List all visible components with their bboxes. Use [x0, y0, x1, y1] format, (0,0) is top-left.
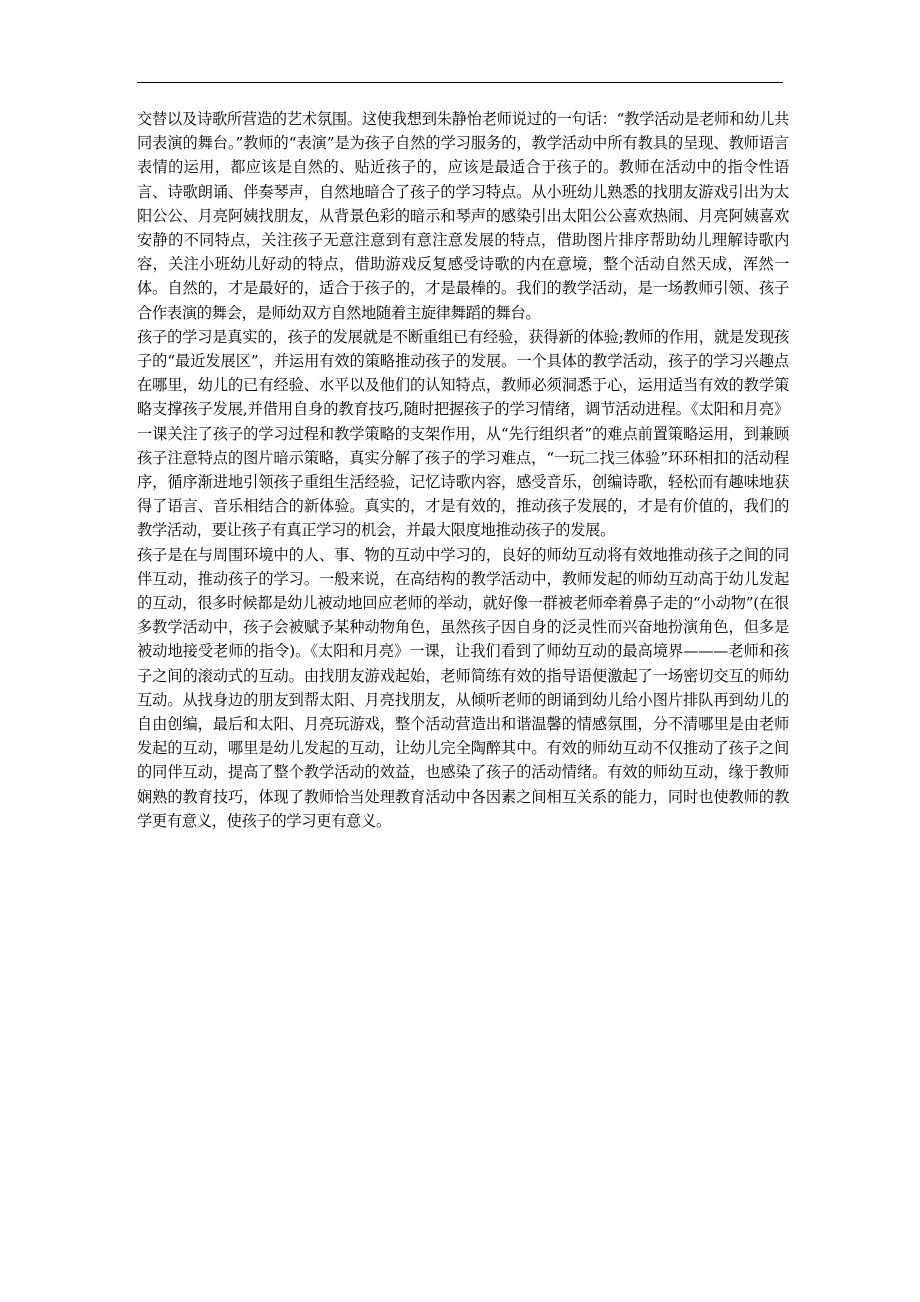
header-rule [137, 82, 783, 83]
paragraph-1: 交替以及诗歌所营造的艺术氛围。这使我想到朱静怡老师说过的一句话：“教学活动是老师和幼儿共同表演的舞台。”教师的“表演”是为孩子自然的学习服务的，教学活动中所有教具的呈现、教师语言表情的运用，都应该是自然的、贴近孩子的，应该是最适合于孩子的。教师在活动中的指令性语言、诗歌朗诵、伴奏琴声，自然地暗合了孩子的学习特点。从小班幼儿熟悉的找朋友游戏引出为太阳公公、月亮阿姨找朋友，从背景色彩的暗示和琴声的感染引出太阳公公喜欢热闹、月亮阿姨喜欢安静的不同特点，关注孩子无意注意到有意注意发展的特点，借助图片排序帮助幼儿理解诗歌内容，关注小班幼儿好动的特点，借助游戏反复感受诗歌的内在意境，整个活动自然天成，浑然一体。自然的，才是最好的，适合于孩子的，才是最棒的。我们的教学活动，是一场教师引领、孩子合作表演的舞会，是师幼双方自然地随着主旋律舞蹈的舞台。 [137, 110, 789, 322]
document-body [137, 107, 789, 833]
paragraph-2: 孩子的学习是真实的，孩子的发展就是不断重组已有经验，获得新的体验;教师的作用，就是发现孩子的“最近发展区”，并运用有效的策略推动孩子的发展。一个具体的教学活动，孩子的学习兴趣点在哪里，幼儿的已有经验、水平以及他们的认知特点，教师必须洞悉于心，运用适当有效的教学策略支撑孩子发展,并借用自身的教育技巧,随时把握孩子的学习情绪，调节活动进程。《太阳和月亮》一课关注了孩子的学习过程和教学策略的支架作用，从“先行组织者”的难点前置策略运用，到兼顾孩子注意特点的图片暗示策略，真实分解了孩子的学习难点，“一玩二找三体验”环环相扣的活动程序，循序渐进地引领孩子重组生活经验，记忆诗歌内容，感受音乐，创编诗歌，轻松而有趣味地获得了语言、音乐相结合的新体验。真实的，才是有效的，推动孩子发展的，才是有价值的，我们的教学活动，要让孩子有真正学习的机会，并最大限度地推动孩子的发展。 [137, 327, 789, 540]
paragraph-3: 孩子是在与周围环境中的人、事、物的互动中学习的，良好的师幼互动将有效地推动孩子之间的同伴互动，推动孩子的学习。一般来说，在高结构的教学活动中，教师发起的师幼互动高于幼儿发起的互动，很多时候都是幼儿被动地回应老师的举动，就好像一群被老师牵着鼻子走的“小动物”(在很多教学活动中，孩子会被赋予某种动物角色，虽然孩子因自身的泛灵性而兴奋地扮演角色，但多是被动地接受老师的指令)。《太阳和月亮》一课，让我们看到了师幼互动的最高境界———老师和孩子之间的滚动式的互动。由找朋友游戏起始，老师简练有效的指导语便激起了一场密切交互的师幼互动。从找身边的朋友到帮太阳、月亮找朋友，从倾听老师的朗诵到幼儿给小图片排队再到幼儿的自由创编，最后和太阳、月亮玩游戏，整个活动营造出和谐温馨的情感氛围，分不清哪里是由老师发起的互动，哪里是幼儿发起的互动，让幼儿完全陶醉其中。有效的师幼互动不仅推动了孩子之间的同伴互动，提高了整个教学活动的效益，也感染了孩子的活动情绪。有效的师幼互动，缘于教师娴熟的教育技巧，体现了教师恰当处理教育活动中各因素之间相互关系的能力，同时也使教师的教学更有意义，使孩子的学习更有意义。 [137, 545, 789, 830]
